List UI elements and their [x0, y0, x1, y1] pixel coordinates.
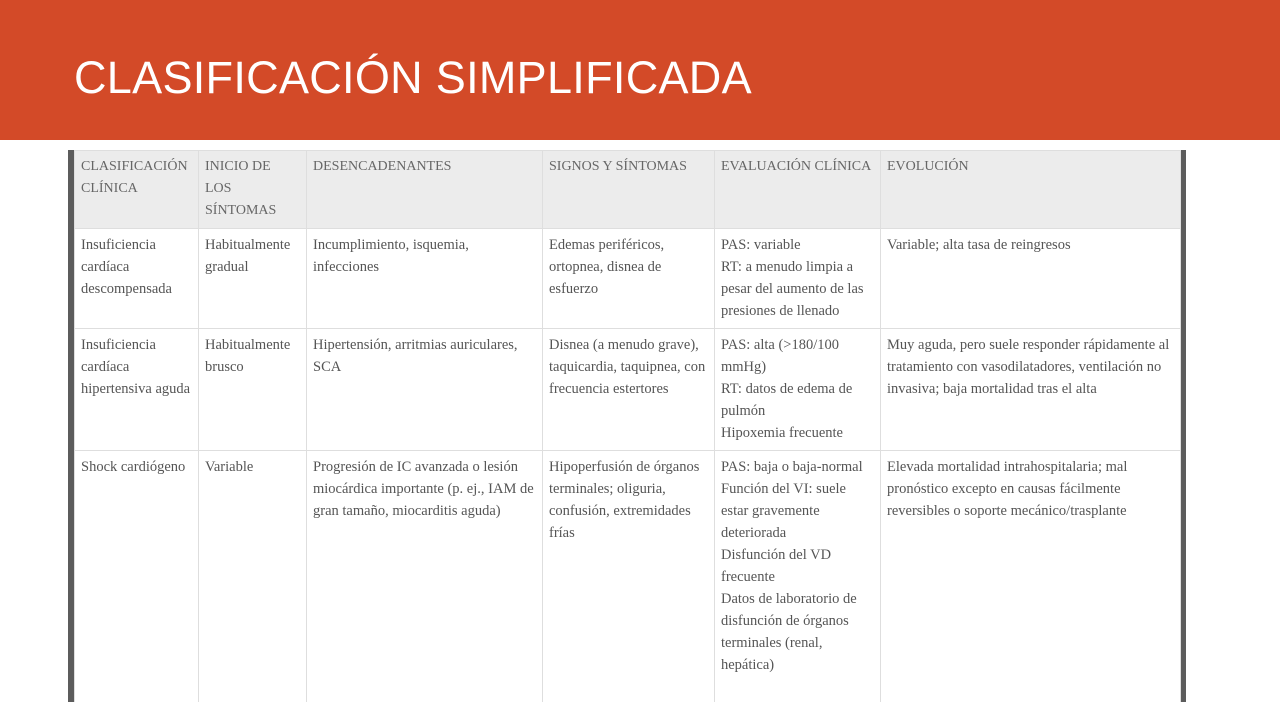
table-row [75, 451, 1181, 703]
table-frame [68, 150, 1186, 702]
evaluation-line: Datos de laboratorio de disfunción de órganos terminales (renal, hepática) [721, 591, 857, 673]
cell-evaluation [715, 329, 881, 451]
evaluation-line: Función del VI: suele estar gravemente deteriorada [721, 481, 846, 541]
cell-evaluation [715, 451, 881, 703]
cell-triggers: Progresión de IC avanzada o lesión miocárdica importante (p. ej., IAM de gran tamaño, miocarditis aguda) [307, 451, 543, 703]
evaluation-line: PAS: variable [721, 237, 801, 253]
cell-evolution: Variable; alta tasa de reingresos [881, 229, 1181, 329]
header-evaluation: EVALUACIÓN CLÍNICA [715, 151, 881, 229]
header-signs: SIGNOS Y SÍNTOMAS [543, 151, 715, 229]
evaluation-line: Hipoxemia frecuente [721, 425, 843, 441]
evaluation-line: Disfunción del VD frecuente [721, 547, 832, 585]
cell-triggers: Incumplimiento, isquemia, infecciones [307, 229, 543, 329]
header-classification: CLASIFICACIÓN CLÍNICA [75, 151, 199, 229]
evaluation-line: RT: a menudo limpia a pesar del aumento de las presiones de llenado [721, 259, 864, 319]
header-evolution: EVOLUCIÓN [881, 151, 1181, 229]
table-header-row [75, 151, 1181, 229]
cell-evolution: Elevada mortalidad intrahospitalaria; mal pronóstico excepto en causas fácilmente reversibles o soporte mecánico/trasplante [881, 451, 1181, 703]
cell-triggers: Hipertensión, arritmias auriculares, SCA [307, 329, 543, 451]
cell-onset: Habitualmente brusco [199, 329, 307, 451]
evaluation-line: RT: datos de edema de pulmón [721, 381, 853, 419]
cell-classification: Insuficiencia cardíaca hipertensiva aguda [75, 329, 199, 451]
evaluation-line: PAS: baja o baja-normal [721, 459, 863, 475]
table-row [75, 329, 1181, 451]
cell-classification: Insuficiencia cardíaca descompensada [75, 229, 199, 329]
header-onset: INICIO DE LOS SÍNTOMAS [199, 151, 307, 229]
title-bar [0, 0, 1280, 140]
classification-table [74, 150, 1181, 702]
cell-evaluation [715, 229, 881, 329]
table-row [75, 229, 1181, 329]
evaluation-line: PAS: alta (>180/100 mmHg) [721, 337, 840, 375]
cell-signs: Edemas periféricos, ortopnea, disnea de esfuerzo [543, 229, 715, 329]
header-triggers: DESENCADENANTES [307, 151, 543, 229]
cell-evolution: Muy aguda, pero suele responder rápidamente al tratamiento con vasodilatadores, ventilación no invasiva; baja mortalidad tras el alta [881, 329, 1181, 451]
slide-title: CLASIFICACIÓN SIMPLIFICADA [74, 52, 752, 103]
cell-signs: Disnea (a menudo grave), taquicardia, taquipnea, con frecuencia estertores [543, 329, 715, 451]
cell-onset: Variable [199, 451, 307, 703]
cell-signs: Hipoperfusión de órganos terminales; oliguria, confusión, extremidades frías [543, 451, 715, 703]
cell-classification: Shock cardiógeno [75, 451, 199, 703]
cell-onset: Habitualmente gradual [199, 229, 307, 329]
